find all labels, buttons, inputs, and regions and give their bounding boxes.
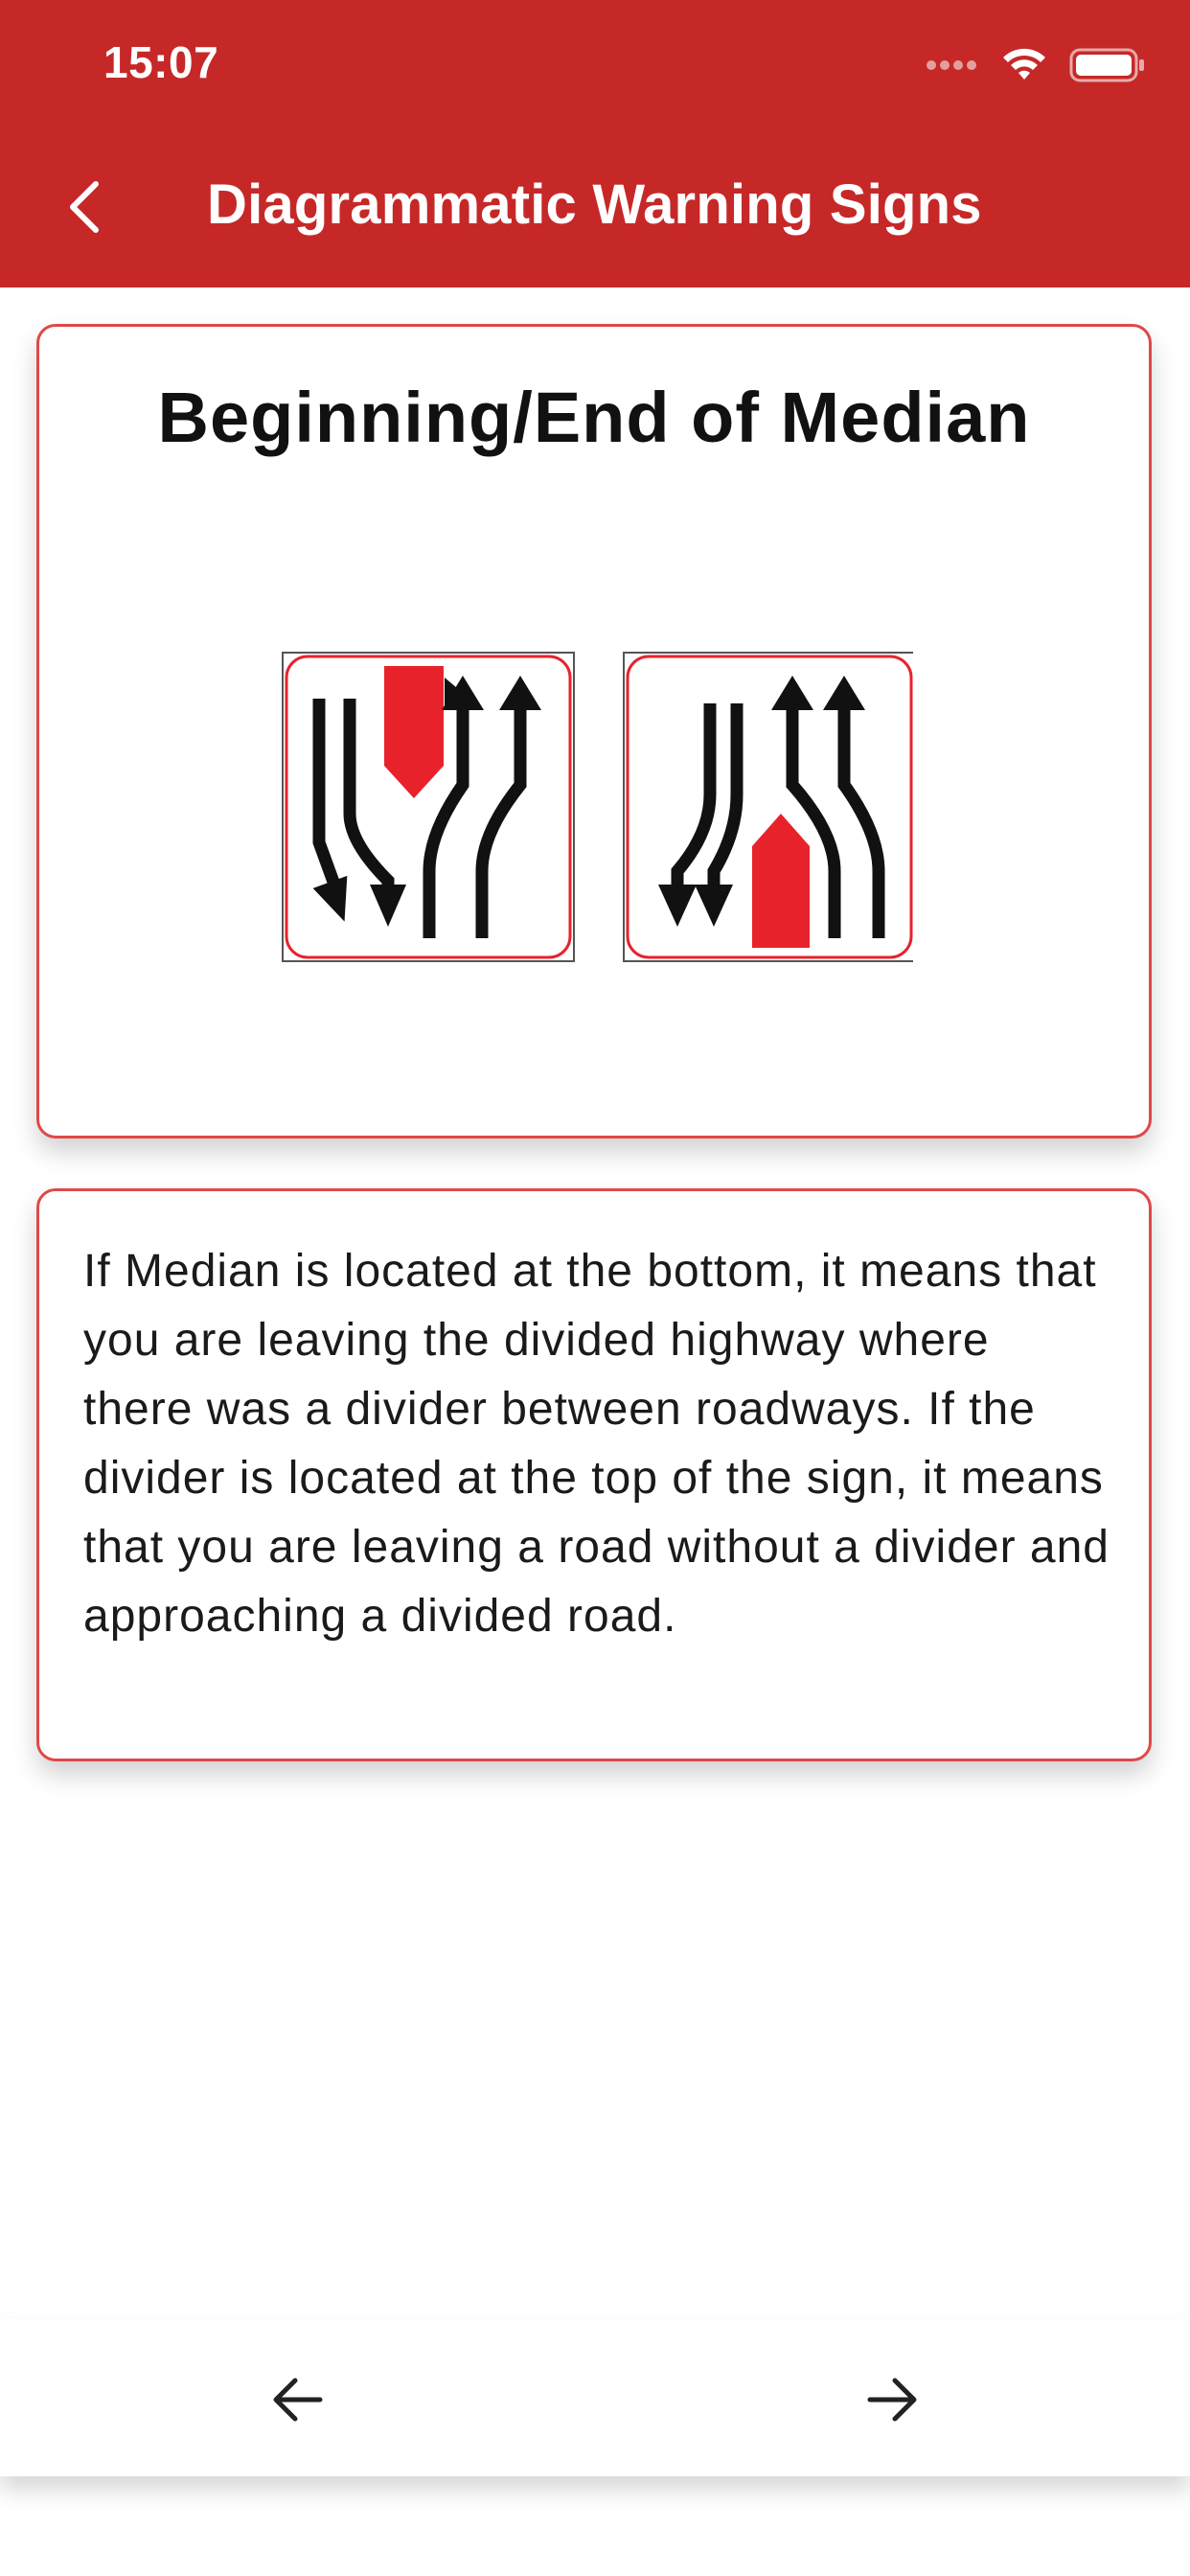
next-button[interactable] bbox=[855, 2361, 931, 2438]
sign-card bbox=[36, 324, 1152, 1138]
sign-title: Beginning/End of Median bbox=[157, 378, 1031, 457]
chevron-left-icon bbox=[65, 178, 103, 236]
back-button[interactable] bbox=[46, 169, 123, 245]
status-time: 15:07 bbox=[103, 37, 219, 87]
median-end-sign bbox=[624, 653, 913, 961]
description-text: If Median is located at the bottom, it means that you are leaving the divided highway where there was a divider between roadways. If the divider is located at the top of the sign, it means that you are leaving a road without a divider and approaching a divided road. bbox=[83, 1246, 1110, 1642]
signal-dots-icon bbox=[926, 59, 979, 71]
page-title: Diagrammatic Warning Signs bbox=[207, 173, 982, 236]
wifi-icon bbox=[1000, 47, 1048, 83]
median-begin-sign bbox=[283, 653, 574, 961]
battery-icon bbox=[1069, 47, 1146, 83]
bottom-nav bbox=[0, 2319, 1190, 2476]
description-card bbox=[36, 1188, 1152, 1761]
previous-button[interactable] bbox=[259, 2361, 335, 2438]
sign-images bbox=[281, 651, 913, 967]
app-header bbox=[0, 0, 1190, 288]
arrow-left-icon bbox=[270, 2377, 324, 2423]
status-icons bbox=[926, 42, 1146, 88]
arrow-right-icon bbox=[866, 2377, 920, 2423]
